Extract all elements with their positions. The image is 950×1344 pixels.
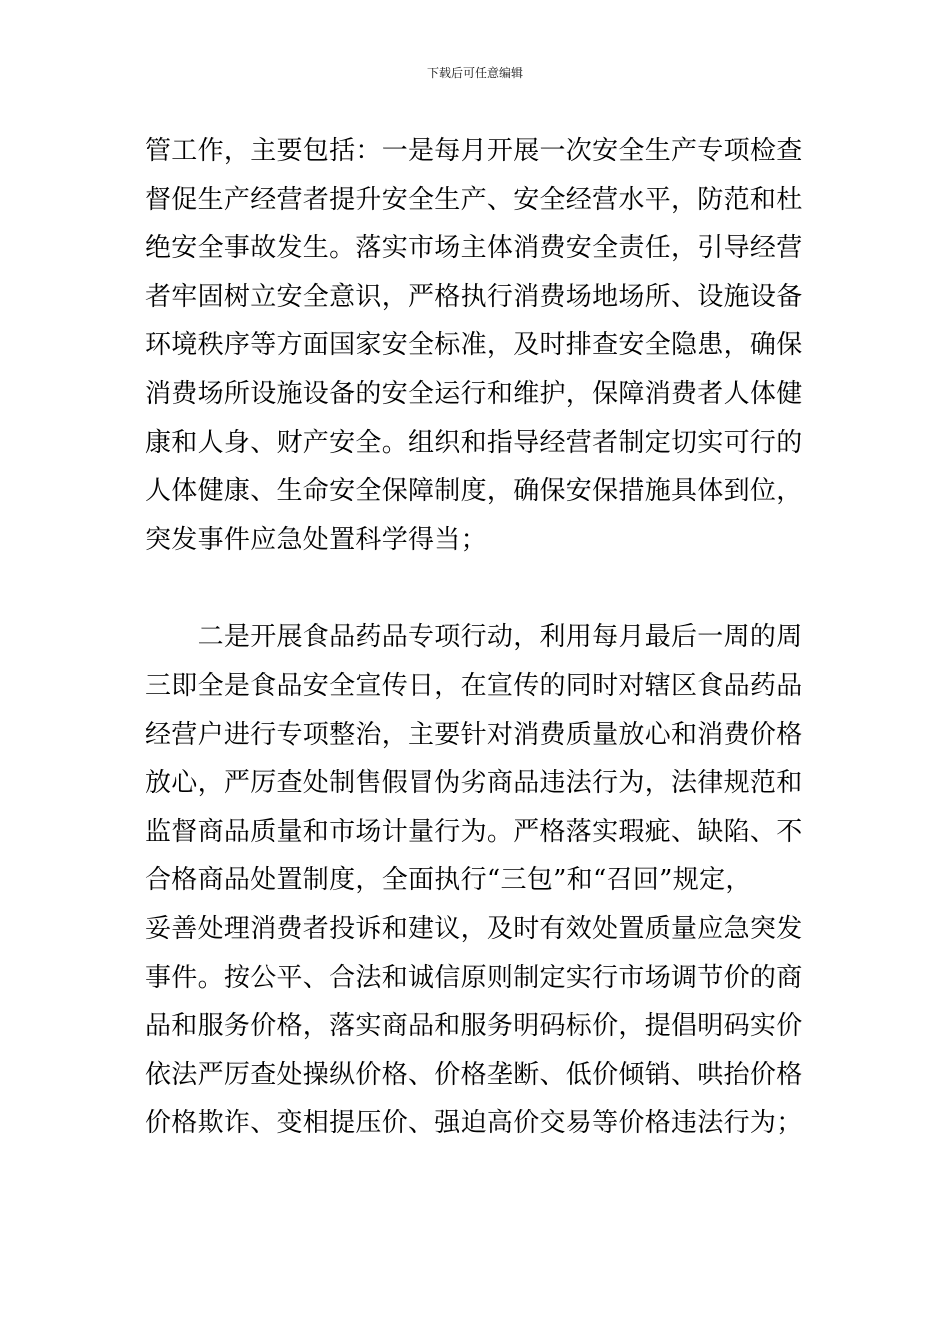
- text-line: 绝安全事故发生。落实市场主体消费安全责任，引导经营: [145, 233, 803, 264]
- text-line: 价格欺诈、变相提压价、强迫高价交易等价格违法行为；: [145, 1108, 803, 1139]
- text-line: 监督商品质量和市场计量行为。严格落实瑕疵、缺陷、不: [145, 816, 803, 847]
- text-line: 三即全是食品安全宣传日，在宣传的同时对辖区食品药品: [145, 670, 803, 701]
- text-line: 管工作，主要包括：一是每月开展一次安全生产专项检查: [145, 136, 803, 166]
- text-line: 二是开展食品药品专项行动，利用每月最后一周的周: [145, 622, 803, 653]
- text-line: 人体健康、生命安全保障制度，确保安保措施具体到位，: [145, 476, 803, 507]
- text-line: 督促生产经营者提升安全生产、安全经营水平，防范和杜: [145, 184, 803, 215]
- text-line: 品和服务价格，落实商品和服务明码标价，提倡明码实价: [145, 1011, 803, 1042]
- page-header: 下载后可任意编辑: [426, 66, 523, 80]
- text-line: 妥善处理消费者投诉和建议，及时有效处置质量应急突发: [145, 913, 803, 944]
- text-line: 者牢固树立安全意识，严格执行消费场地场所、设施设备: [145, 281, 803, 312]
- text-line: 经营户进行专项整治，主要针对消费质量放心和消费价格: [145, 719, 803, 750]
- text-line: 依法严厉查处操纵价格、价格垄断、低价倾销、哄抬价格: [145, 1059, 803, 1090]
- paragraph-1: [145, 127, 815, 564]
- text-line: 事件。按公平、合法和诚信原则制定实行市场调节价的商: [145, 962, 803, 993]
- paragraph-2: [145, 613, 815, 1148]
- text-line: 康和人身、财产安全。组织和指导经营者制定切实可行的: [145, 427, 803, 458]
- text-line: 突发事件应急处置科学得当；: [145, 524, 487, 555]
- text-line: 放心，严厉查处制售假冒伪劣商品违法行为，法律规范和: [145, 768, 803, 799]
- paragraph-gap: [145, 564, 815, 613]
- text-line: 消费场所设施设备的安全运行和维护，保障消费者人体健: [145, 378, 803, 409]
- text-line: 合格商品处置制度，全面执行“三包”和“召回”规定，: [145, 865, 752, 896]
- text-line: 环境秩序等方面国家安全标准，及时排查安全隐患，确保: [145, 330, 803, 361]
- document-body: [145, 127, 815, 1148]
